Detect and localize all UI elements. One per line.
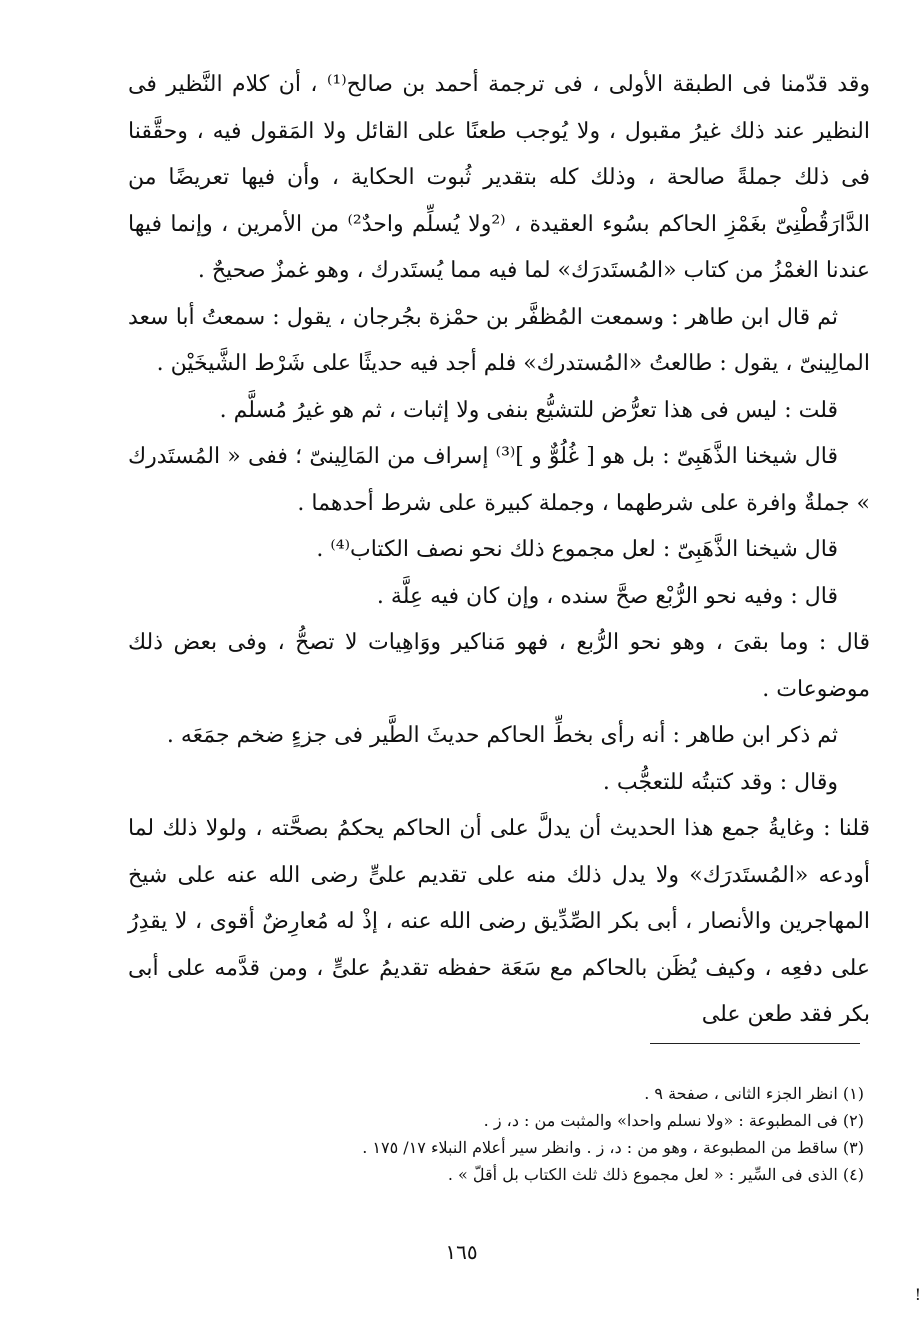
- paragraph-8: ثم ذكر ابن طاهر : أنه رأى بخطِّ الحاكم حديثَ الطَّير فى جزءٍ ضخم جمَعَه .: [166, 723, 838, 748]
- paragraph-9: وقال : وقد كتبتُه للتعجُّب .: [602, 769, 838, 795]
- footnote-divider: [650, 1043, 860, 1044]
- page-body: [128, 62, 870, 1039]
- paragraph-3: قلت : ليس فى هذا تعرُّض للتشيُّع بنفى ولا إثبات ، ثم هو غيرُ مُسلَّم .: [219, 397, 838, 423]
- footnote-2: (٢) فى المطبوعة : «ولا نسلم واحدا» والمثبت من : د، ز .: [483, 1111, 864, 1130]
- footnote-1: (١) انظر الجزء الثانى ، صفحة ٩ .: [644, 1084, 864, 1103]
- paragraph-10: قلنا : وغايةُ جمع هذا الحديث أن يدلَّ على أن الحاكم يحكمُ بصحَّته ، ولولا ذلك لما أودعه «المُستَدرَك» ولا يدل ذلك منه على تقديم علىٍّ رضى الله عنه على شيخ المهاجرين والأنصار ، أبى بكر الصِّدِّيق رضى الله عنه ، إذْ له مُعارِضٌ أقوى ، لا يقدِرُ على دفعِه ، وكيف يُظَن بالحاكم مع سَعَة حفظه تقديمُ علىٍّ ، ومن قدَّمه على أبى بكر فقد طعن على: [128, 816, 870, 1027]
- paragraph-2: ثم قال ابن طاهر : وسمعت المُظفَّر بن حمْزة بجُرجان ، يقول : سمعتُ أبا سعد المالِينىّ ، يقول : طالعتُ «المُستدرك» فلم أجد فيه حديثًا على شَرْط الشَّيخَيْن .: [128, 304, 870, 376]
- paragraph-6: قال : وفيه نحو الرُّبْع صحَّ سنده ، وإن كان فيه عِلَّة .: [376, 583, 838, 609]
- main-text: [128, 62, 870, 1039]
- page-number: ١٦٥: [445, 1240, 478, 1264]
- paragraph-5: قال شيخنا الذَّهَبِىّ : لعل مجموع ذلك نحو نصف الكتاب⁽⁴⁾ .: [316, 537, 838, 562]
- footnotes: [128, 1080, 870, 1188]
- footnote-3: (٣) ساقط من المطبوعة ، وهو من : د، ز . وانظر سير أعلام النبلاء ١٧/ ١٧٥ .: [362, 1138, 864, 1157]
- edge-mark: !: [914, 1285, 921, 1304]
- paragraph-4: قال شيخنا الذَّهَبِىّ : بل هو [ غُلُوٌّ و ]⁽³⁾ إسراف من المَالِينىّ ؛ ففى « المُستَدرك » جملةٌ وافرة على شرطهما ، وجملة كبيرة على شرط أحدهما .: [128, 444, 870, 516]
- paragraph-1: وقد قدّمنا فى الطبقة الأولى ، فى ترجمة أحمد بن صالح⁽¹⁾ ، أن كلام النَّظير فى النظير عند ذلك غيرُ مقبول ، ولا يُوجب طعنًا على القائل ولا المَقول فيه ، وحقَّقنا فى ذلك جملةً صالحة ، وذلك كله بتقدير ثُبوت الحكاية ، وأن فيها تعريضًا من الدَّارَقُطْنِىّ بغَمْزِ الحاكم بسُوء العقيدة ، ⁽²ولا يُسلِّم واحدٌ²⁾ من الأمرين ، وإنما فيها عندنا الغمْزُ من كتاب «المُستَدرَك» لما فيه مما يُستَدرك ، وهو غمزٌ صحيحٌ .: [128, 72, 871, 283]
- paragraph-7: قال : وما بقىَ ، وهو نحو الرُّبع ، فهو مَناكير ووَاهِيات لا تصحُّ ، وفى بعض ذلك موضوعات .: [128, 630, 870, 702]
- footnote-4: (٤) الذى فى السِّير : « لعل مجموع ذلك ثلث الكتاب بل أقلّ » .: [447, 1165, 864, 1184]
